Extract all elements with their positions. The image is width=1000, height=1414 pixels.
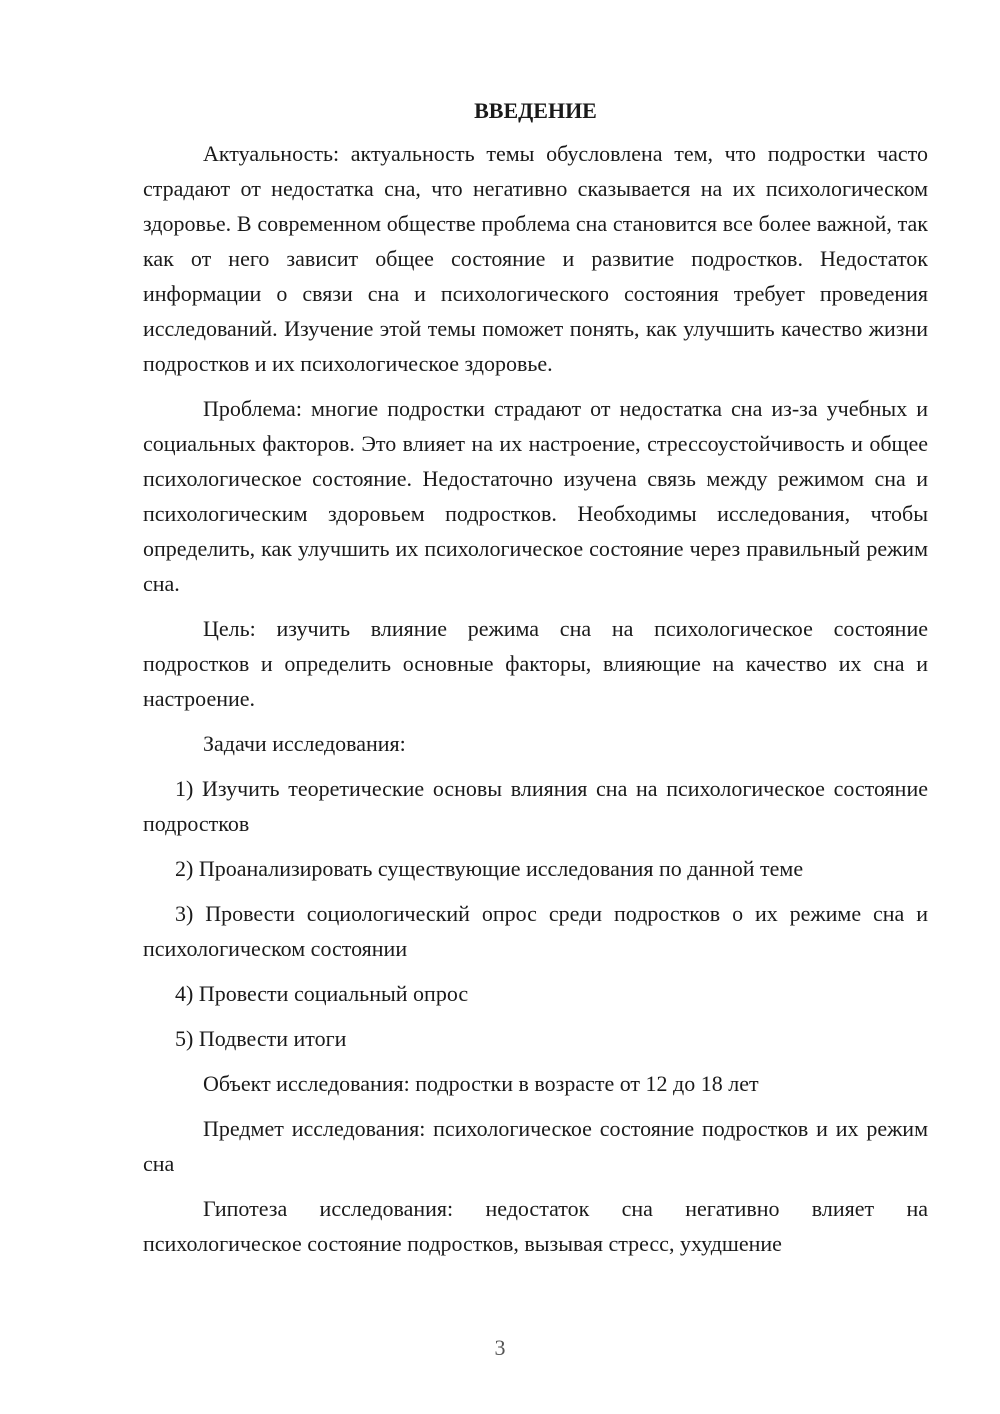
document-body	[143, 96, 928, 1271]
task-item: 4) Провести социальный опрос	[175, 981, 469, 1006]
paragraph-goal: Цель: изучить влияние режима сна на психологическое состояние подростков и определить основные факторы, влияющие на качество их сна и настроение.	[143, 616, 928, 711]
paragraph-tasks-heading: Задачи исследования:	[203, 731, 406, 756]
task-item: 2) Проанализировать существующие исследования по данной теме	[175, 856, 804, 881]
task-item: 3) Провести социологический опрос среди подростков о их режиме сна и психологическом состоянии	[143, 901, 928, 961]
paragraph-relevance: Актуальность: актуальность темы обусловлена тем, что подростки часто страдают от недостатка сна, что негативно сказывается на их психологическом здоровье. В современном обществе проблема сна становится все более важной, так как от него зависит общее состояние и развитие подростков. Недостаток информации о связи сна и психологического состояния требует проведения исследований. Изучение этой темы поможет понять, как улучшить качество жизни подростков и их психологическое здоровье.	[143, 141, 928, 376]
task-item: 5) Подвести итоги	[175, 1026, 347, 1051]
task-item: 1) Изучить теоретические основы влияния сна на психологическое состояние подростков	[143, 776, 928, 836]
paragraph-problem: Проблема: многие подростки страдают от недостатка сна из-за учебных и социальных факторов. Это влияет на их настроение, стрессоустойчивость и общее психологическое состояние. Недостаточно изучена связь между режимом сна и психологическим здоровьем подростков. Необходимы исследования, чтобы определить, как улучшить их психологическое состояние через правильный режим сна.	[143, 396, 928, 596]
section-title: ВВЕДЕНИЕ	[474, 98, 597, 123]
paragraph-object: Объект исследования: подростки в возрасте от 12 до 18 лет	[203, 1071, 759, 1096]
page-number: 3	[494, 1335, 506, 1360]
paragraph-subject: Предмет исследования: психологическое состояние подростков и их режим сна	[143, 1116, 928, 1176]
paragraph-hypothesis: Гипотеза исследования: недостаток сна негативно влияет на психологическое состояние подростков, вызывая стресс, ухудшение	[143, 1196, 928, 1256]
